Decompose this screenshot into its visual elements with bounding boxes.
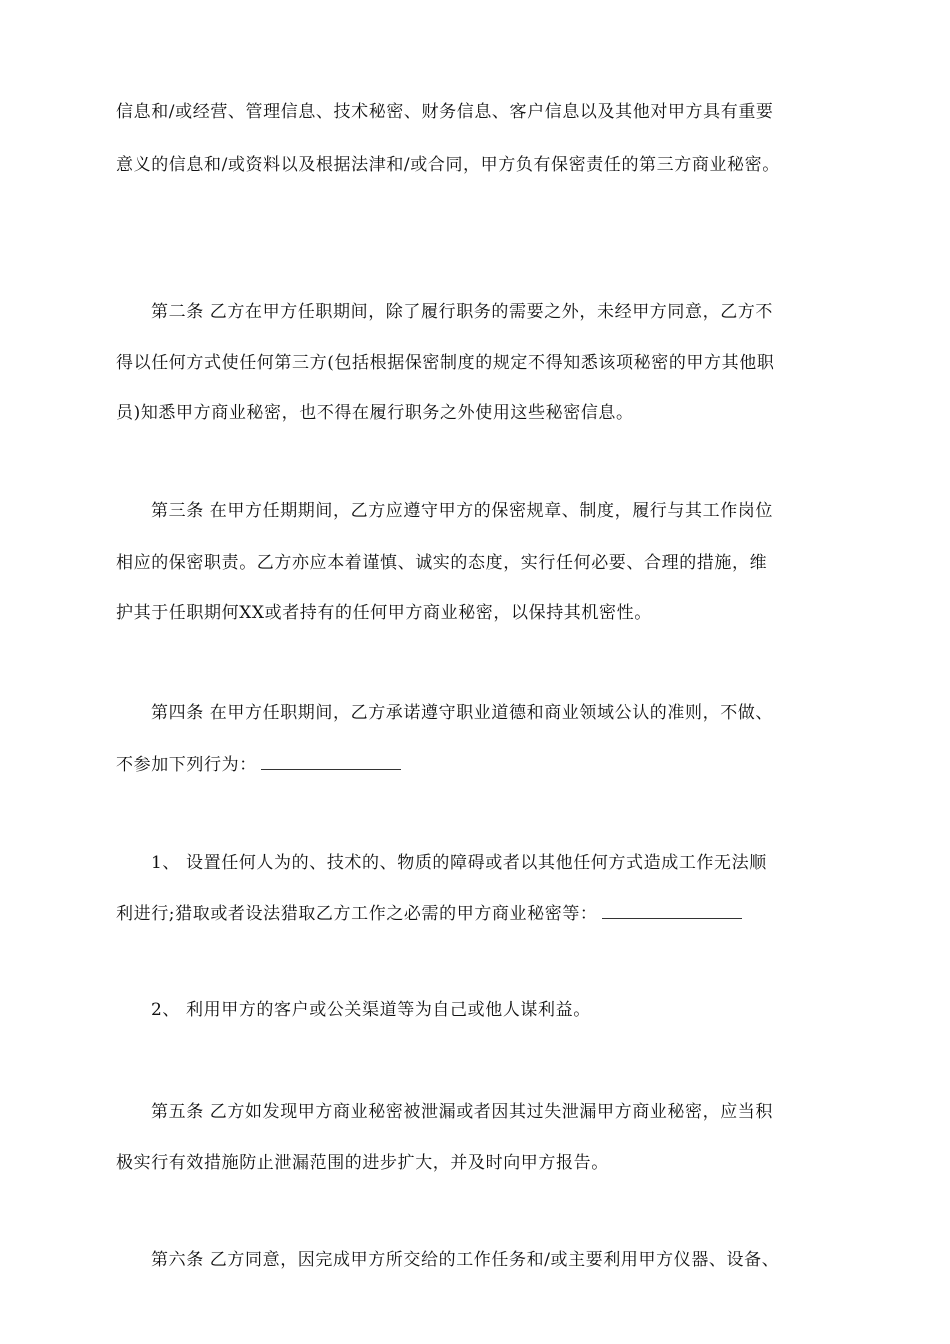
fill-in-blank (602, 902, 742, 919)
fill-in-blank (261, 753, 401, 770)
article-5-line-1: 第五条 乙方如发现甲方商业秘密被泄漏或者因其过失泄漏甲方商业秘密，应当积 (151, 1102, 774, 1122)
article-5-line-2: 极实行有效措施防止泄漏范围的进步扩大，并及时向甲方报告。 (116, 1153, 609, 1173)
item-1-line-2-text: 利进行;猎取或者设法猎取乙方工作之必需的甲方商业秘密等： (116, 904, 598, 924)
article-2-line-1: 第二条 乙方在甲方任职期间，除了履行职务的需要之外，未经甲方同意，乙方不 (151, 302, 774, 322)
article-4-line-2 (116, 753, 401, 777)
item-2-line-1: 2、 利用甲方的客户或公关渠道等为自己或他人谋利益。 (151, 1000, 591, 1020)
item-1-line-2 (116, 902, 742, 926)
article-4-line-2-text: 不参加下列行为： (116, 755, 257, 775)
article-6-line-1: 第六条 乙方同意，因完成甲方所交给的工作任务和/或主要利用甲方仪器、设备、 (151, 1250, 780, 1270)
article-3-line-2: 相应的保密职责。乙方亦应本着谨慎、诚实的态度，实行任何必要、合理的措施，维 (116, 553, 768, 573)
intro-line-2: 意义的信息和/或资料以及根据法津和/或合同，甲方负有保密责任的第三方商业秘密。 (116, 155, 780, 175)
item-1-line-1: 1、 设置任何人为的、技术的、物质的障碍或者以其他任何方式造成工作无法顺 (151, 853, 767, 873)
article-3-line-3: 护其于任职期何XX或者持有的任何甲方商业秘密，以保持其机密性。 (116, 603, 652, 623)
intro-line-1: 信息和/或经营、管理信息、技术秘密、财务信息、客户信息以及其他对甲方具有重要 (116, 102, 774, 122)
article-4-line-1: 第四条 在甲方任职期间，乙方承诺遵守职业道德和商业领域公认的准则，不做、 (151, 703, 774, 723)
article-3-line-1: 第三条 在甲方任期期间，乙方应遵守甲方的保密规章、制度，履行与其工作岗位 (151, 501, 774, 521)
article-2-line-2: 得以任何方式使任何第三方(包括根据保密制度的规定不得知悉该项秘密的甲方其他职 (116, 353, 775, 373)
article-2-line-3: 员)知悉甲方商业秘密，也不得在履行职务之外使用这些秘密信息。 (116, 403, 634, 423)
